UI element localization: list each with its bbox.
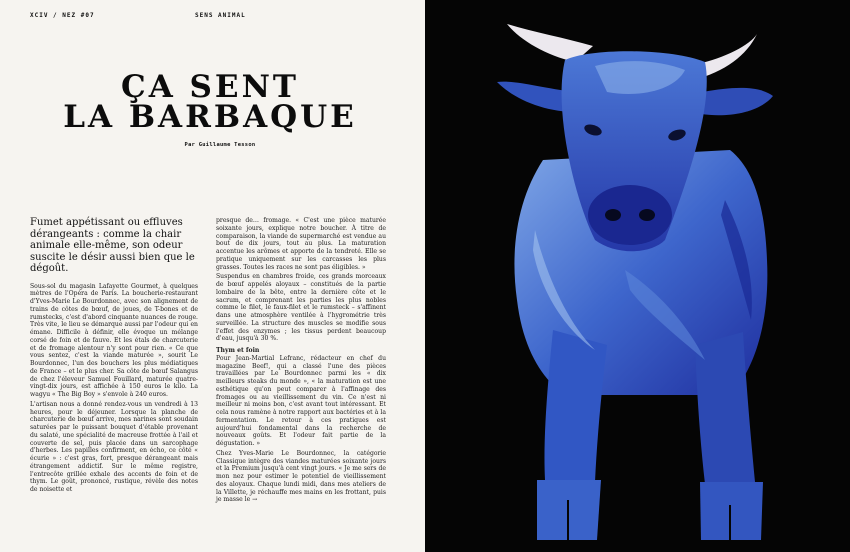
body-paragraph: L'artisan nous a donné rendez-vous un vendredi à 13 heures, pour le déjeuner. Lorsque la planche de charcuterie de bœuf arrive, mes narines sont soudain saturées par le puissant bouquet d'étable provenant du salaté, une spécialité de macreuse frottée à l'ail et couverte de sel, puis placée dans un sarcophage d'herbes. Les papilles confirment, en écho, ce côté « écurie » : c'est gras, fort, presque dérangeant mais étrangement addictif. Sur le même registre, l'entrecôte grillée exhale des accents de foin et de thym. Le goût, prononcé, rustique, révèle des notes de noisette et: [30, 400, 198, 493]
left-nostril: [605, 209, 621, 221]
title-line-1: ÇA SENT: [121, 69, 299, 105]
body-paragraph: Suspendus en chambres froide, ces grands morceaux de bœuf appelés aloyaux – constitués de la partie lombaire de la bête, entre la dernière côte et le sacrum, et comprenant les parties les plus nobles comme le filet, le faux-filet et le rumsteck – s'affinent dans une atmosphère ventilée à l'hygrométrie très surveillée. La structure des muscles se modifie sous l'effet des enzymes ; les tissus perdent beaucoup d'eau, jusqu'à 30 %.: [216, 273, 386, 343]
right-ear: [701, 88, 773, 115]
byline: Par Guillaume Tesson: [184, 142, 256, 148]
subheading: Thym et foin: [216, 347, 260, 354]
front-left-leg: [544, 330, 607, 482]
text-column-2: [216, 217, 386, 504]
body-paragraph: Pour Jean-Martial Lefranc, rédacteur en chef du magazine Beef!, qui a classé l'une des pièces travaillées par Le Bourdonnec parmi les « dix meilleurs steaks du monde », « la maturation est une esthétique qu'on peut comparer à l'affinage des fromages ou au vieillissement du vin. Ce n'est ni meilleur ni moins bon, c'est avant tout intéressant. Et cela nous ramène à notre rapport aux bactéries et à la fermentation. Le retour à ces pratiques est aujourd'hui fondamental dans la recherche de nouveaux goûts. Et l'odeur fait partie de la dégustation. »: [216, 354, 386, 447]
body-paragraph: presque de… fromage. « C'est une pièce maturée soixante jours, explique notre boucher. À titre de comparaison, la viande de supermarché est vendue au bout de dix jours, tout au plus. La maturation accentue les arômes et apporte de la tendreté. Elle se pratique uniquement sur les carcasses les plus grasses. Toutes les races ne sont pas éligibles. »: [216, 217, 386, 271]
folio: XCIV / NEZ #07: [30, 12, 95, 19]
body-paragraph: Sous-sol du magasin Lafayette Gourmet, à quelques mètres de l'Opéra de Paris. La boucherie-restaurant d'Yves-Marie Le Bourdonnec, avec son alignement de trains de côtes de bœuf, de joues, de T-bones et de rumstecks, c'est d'abord cinquante nuances de rouge. Très vite, le lieu se démarque aussi par l'odeur qui en émane. Difficile à définir, elle évoque un mélange corsé de foin et de fauve. Et les étals de charcuterie et de fromage alentour n'y sont pour rien. « Ce que vous sentez, c'est la viande maturée », sourit Le Bourdonnec, l'un des bouchers les plus médiatiques de France – et le plus cher. Sa côte de bœuf Salangus de chez l'éleveur Samuel Fouillard, maturée quatre-vingt-dix jours, est affichée à 150 euros le kilo. La wagyu « The Big Boy » s'envole à 240 euros.: [30, 282, 198, 398]
title-line-2: LA BARBAQUE: [63, 99, 357, 135]
bull-snout: [588, 185, 672, 245]
blue-bull-illustration: [425, 0, 850, 552]
right-page: [425, 0, 850, 552]
lead-paragraph: Fumet appétissant ou effluves dérangeants : comme la chair animale elle-même, son odeur suscite le désir aussi bien que le dégoût.: [30, 217, 195, 274]
section-label: SENS ANIMAL: [195, 12, 246, 19]
body-paragraph: Chez Yves-Marie Le Bourdonnec, la catégorie Classique intègre des viandes maturées soixante jours et la Premium jusqu'à cent vingt jours. « Je me sers de mon nez pour estimer le potentiel de vieillissement des aloyaux. Chaque lundi midi, dans mes ateliers de la Villette, je réchauffe mes mains en les frottant, puis je masse le →: [216, 449, 386, 504]
right-nostril: [639, 209, 655, 221]
article-title: [60, 69, 360, 135]
text-column-1: [30, 217, 198, 494]
front-right-hoof: [700, 482, 763, 540]
